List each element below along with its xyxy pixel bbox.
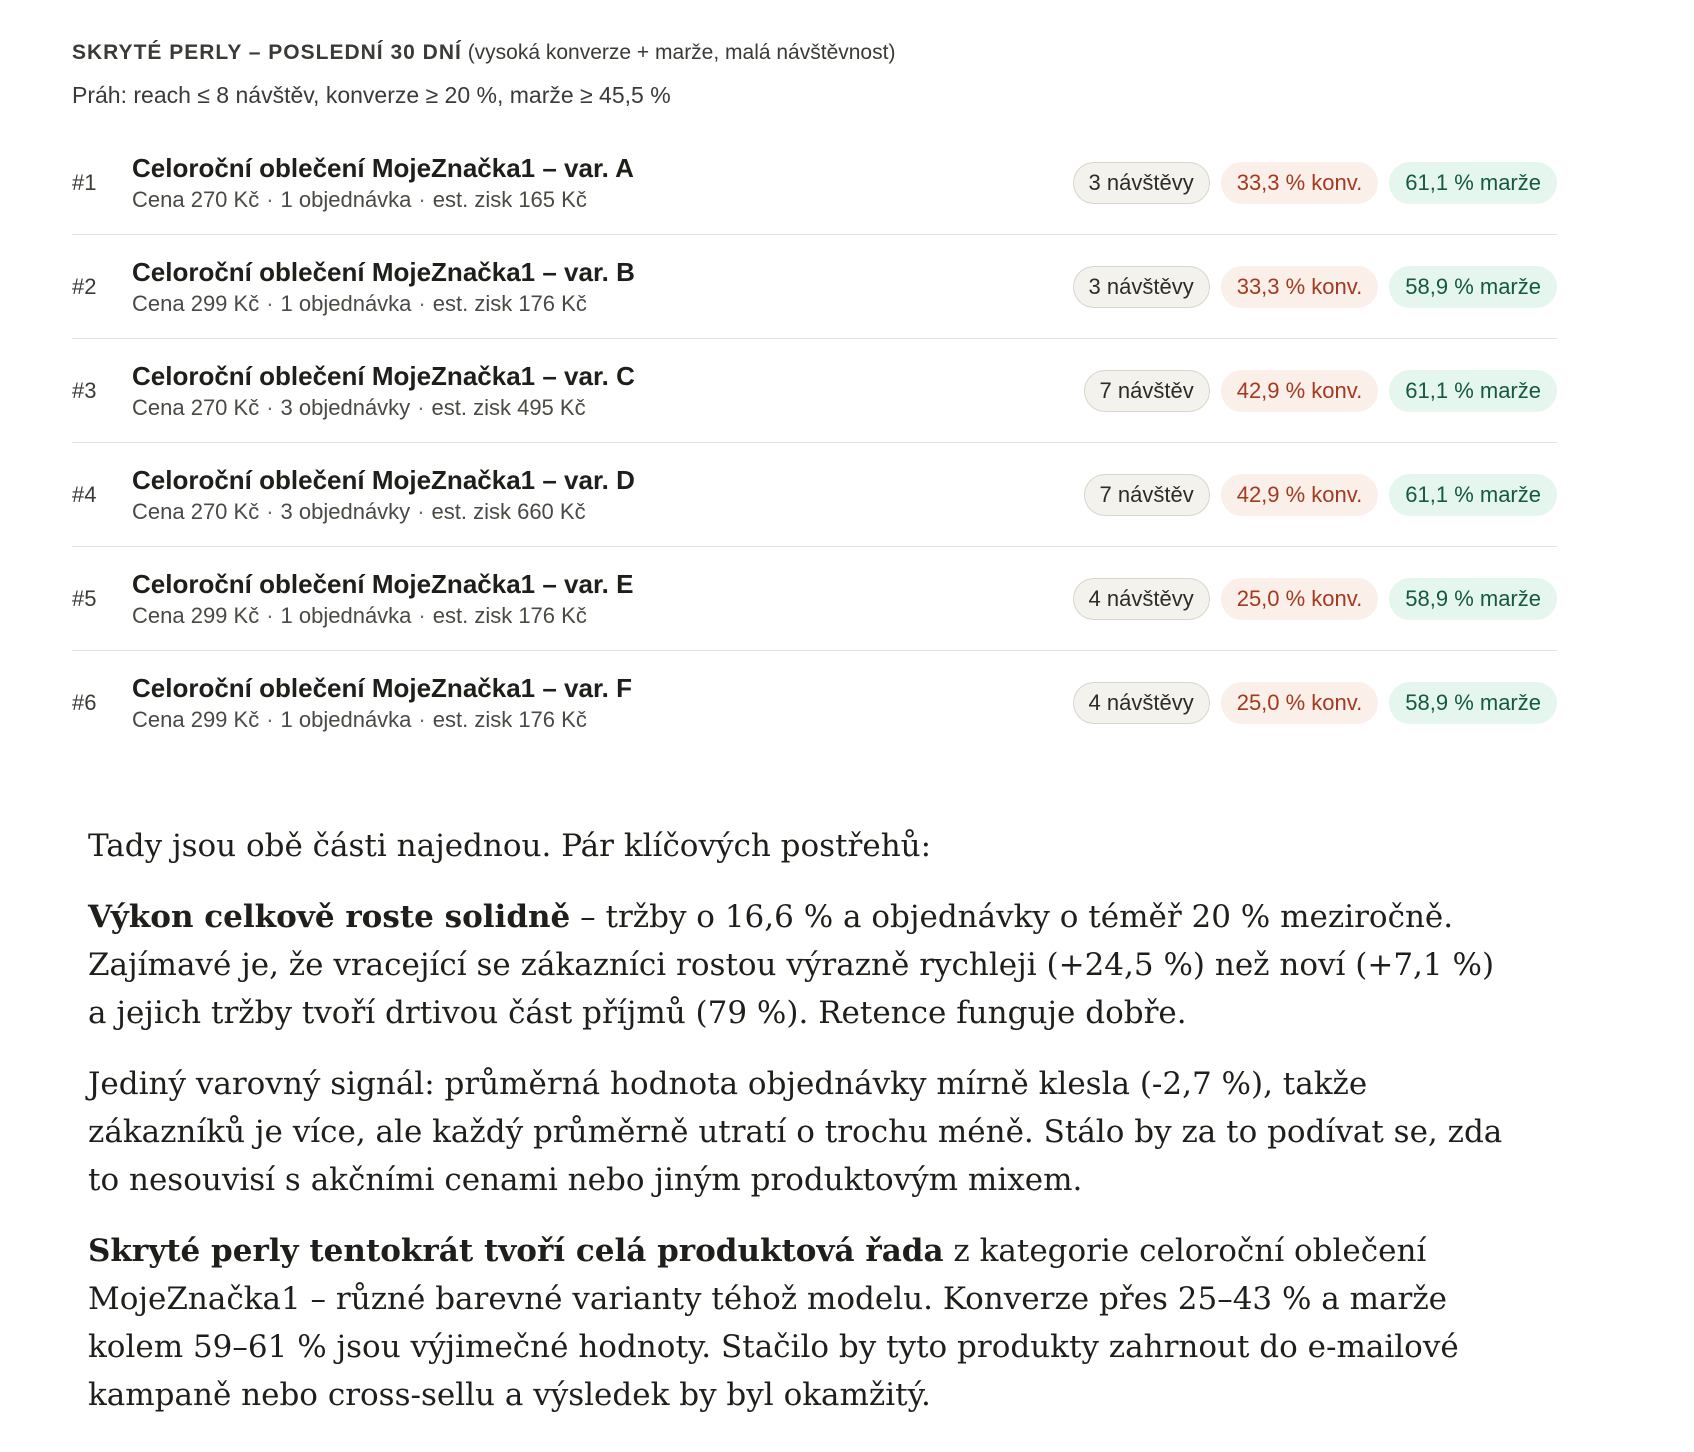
meta-separator: ·	[417, 498, 425, 524]
product-name: Celoroční oblečení MojeZnačka1 – var. F	[132, 673, 632, 703]
product-info	[132, 359, 1084, 423]
product-orders: 1 objednávka	[280, 290, 412, 316]
product-meta	[132, 497, 1084, 527]
widget-title: SKRYTÉ PERLY – POSLEDNÍ 30 DNÍ	[72, 41, 462, 64]
product-info	[132, 671, 1073, 735]
margin-badge: 61,1 % marže	[1389, 474, 1557, 516]
product-profit: est. zisk 176 Kč	[432, 290, 587, 316]
product-row[interactable]	[72, 547, 1557, 651]
product-name: Celoroční oblečení MojeZnačka1 – var. D	[132, 464, 635, 495]
response-highlight: Výkon celkově roste solidně	[88, 899, 571, 935]
product-orders: 3 objednávky	[280, 498, 411, 524]
meta-separator: ·	[266, 290, 274, 316]
widget-header	[72, 36, 1557, 70]
product-name: Celoroční oblečení MojeZnačka1 – var. A	[132, 152, 634, 183]
conversion-badge: 42,9 % konv.	[1221, 474, 1379, 516]
product-row[interactable]	[72, 235, 1557, 339]
response-text: – tržby o 16,6 % a objednávky o téměř 20 % meziročně. Zajímavé je, že vracející se zákazníci rostou výrazně rychleji (+24,5 %) než noví (+7,1 %) a jejich tržby tvoří drtivou část příjmů (79 %). Retence funguje dobře.	[88, 899, 1495, 1031]
product-meta	[132, 185, 1073, 215]
visits-badge: 3 návštěvy	[1073, 266, 1210, 308]
margin-badge: 58,9 % marže	[1389, 682, 1557, 724]
product-info	[132, 567, 1073, 631]
product-meta	[132, 705, 1073, 735]
product-profit: est. zisk 176 Kč	[432, 602, 587, 628]
product-badges	[1073, 162, 1557, 204]
meta-separator: ·	[266, 186, 274, 212]
product-profit: est. zisk 660 Kč	[431, 498, 586, 524]
meta-separator: ·	[418, 602, 426, 628]
product-name: Celoroční oblečení MojeZnačka1 – var. C	[132, 360, 635, 391]
product-meta	[132, 289, 1073, 319]
product-profit: est. zisk 495 Kč	[431, 394, 586, 420]
product-row[interactable]	[72, 443, 1557, 547]
product-list	[72, 131, 1557, 755]
hidden-gems-widget	[72, 36, 1557, 755]
meta-separator: ·	[418, 186, 426, 212]
product-price: Cena 270 Kč	[132, 394, 260, 420]
visits-badge: 3 návštěvy	[1073, 162, 1210, 204]
meta-separator: ·	[418, 290, 426, 316]
product-badges	[1073, 578, 1557, 620]
meta-separator: ·	[266, 498, 274, 524]
product-rank: #4	[72, 481, 97, 507]
product-rank: #2	[72, 273, 97, 299]
product-price: Cena 270 Kč	[132, 186, 260, 212]
product-name: Celoroční oblečení MojeZnačka1 – var. E	[132, 568, 634, 599]
product-orders: 3 objednávky	[280, 394, 411, 420]
response-paragraph-hidden-gems	[88, 1227, 1508, 1419]
product-meta	[132, 601, 1073, 631]
product-badges	[1084, 370, 1557, 412]
product-row[interactable]	[72, 339, 1557, 443]
product-rank: #6	[72, 690, 97, 715]
meta-separator: ·	[266, 707, 274, 732]
visits-badge: 7 návštěv	[1084, 474, 1210, 516]
response-intro: Tady jsou obě části najednou. Pár klíčových postřehů:	[88, 828, 932, 864]
response-paragraph-warning: Jediný varovný signál: průměrná hodnota objednávky mírně klesla (-2,7 %), takže zákazníků je více, ale každý průměrně utratí o trochu méně. Stálo by za to podívat se, zda to nesouvisí s akčními cenami nebo jiným produktovým mixem.	[88, 1066, 1503, 1198]
product-rank: #3	[72, 377, 97, 403]
conversion-badge: 33,3 % konv.	[1221, 162, 1379, 204]
product-badges	[1073, 266, 1557, 308]
response-highlight: Skryté perly tentokrát tvoří celá produktová řada	[88, 1233, 944, 1269]
meta-separator: ·	[418, 707, 426, 732]
response-paragraph-performance	[88, 893, 1508, 1037]
product-badges	[1084, 474, 1557, 516]
margin-badge: 61,1 % marže	[1389, 162, 1557, 204]
conversion-badge: 25,0 % konv.	[1221, 578, 1379, 620]
meta-separator: ·	[266, 394, 274, 420]
product-price: Cena 270 Kč	[132, 498, 260, 524]
product-info	[132, 151, 1073, 215]
product-price: Cena 299 Kč	[132, 707, 260, 732]
product-price: Cena 299 Kč	[132, 602, 260, 628]
product-name: Celoroční oblečení MojeZnačka1 – var. B	[132, 256, 635, 287]
visits-badge: 7 návštěv	[1084, 370, 1210, 412]
visits-badge: 4 návštěvy	[1073, 682, 1210, 724]
visits-badge: 4 návštěvy	[1073, 578, 1210, 620]
response-text: z kategorie celoroční oblečení MojeZnačka1 – různé barevné varianty téhož modelu. Konverze přes 25–43 % a marže kolem 59–61 % jsou výjimečné hodnoty. Stačilo by tyto produkty zahrnout do e-mailové kampaně nebo cross-sellu a výsledek by byl okamžitý.	[88, 1233, 1459, 1413]
product-price: Cena 299 Kč	[132, 290, 260, 316]
margin-badge: 58,9 % marže	[1389, 578, 1557, 620]
product-orders: 1 objednávka	[280, 707, 412, 732]
product-info	[132, 463, 1084, 527]
margin-badge: 61,1 % marže	[1389, 370, 1557, 412]
product-row[interactable]	[72, 131, 1557, 235]
conversion-badge: 33,3 % konv.	[1221, 266, 1379, 308]
assistant-response	[88, 822, 1508, 1442]
product-profit: est. zisk 176 Kč	[432, 707, 587, 732]
conversion-badge: 42,9 % konv.	[1221, 370, 1379, 412]
product-orders: 1 objednávka	[280, 186, 412, 212]
product-info	[132, 255, 1073, 319]
conversion-badge: 25,0 % konv.	[1221, 682, 1379, 724]
product-row[interactable]	[72, 651, 1557, 755]
threshold-text: Práh: reach ≤ 8 návštěv, konverze ≥ 20 %, marže ≥ 45,5 %	[72, 82, 671, 108]
product-rank: #1	[72, 169, 97, 195]
product-profit: est. zisk 165 Kč	[432, 186, 587, 212]
product-badges	[1073, 682, 1557, 724]
margin-badge: 58,9 % marže	[1389, 266, 1557, 308]
meta-separator: ·	[417, 394, 425, 420]
widget-subtitle: (vysoká konverze + marže, malá návštěvnost)	[467, 41, 896, 64]
product-meta	[132, 393, 1084, 423]
product-rank: #5	[72, 585, 97, 611]
meta-separator: ·	[266, 602, 274, 628]
product-orders: 1 objednávka	[280, 602, 412, 628]
